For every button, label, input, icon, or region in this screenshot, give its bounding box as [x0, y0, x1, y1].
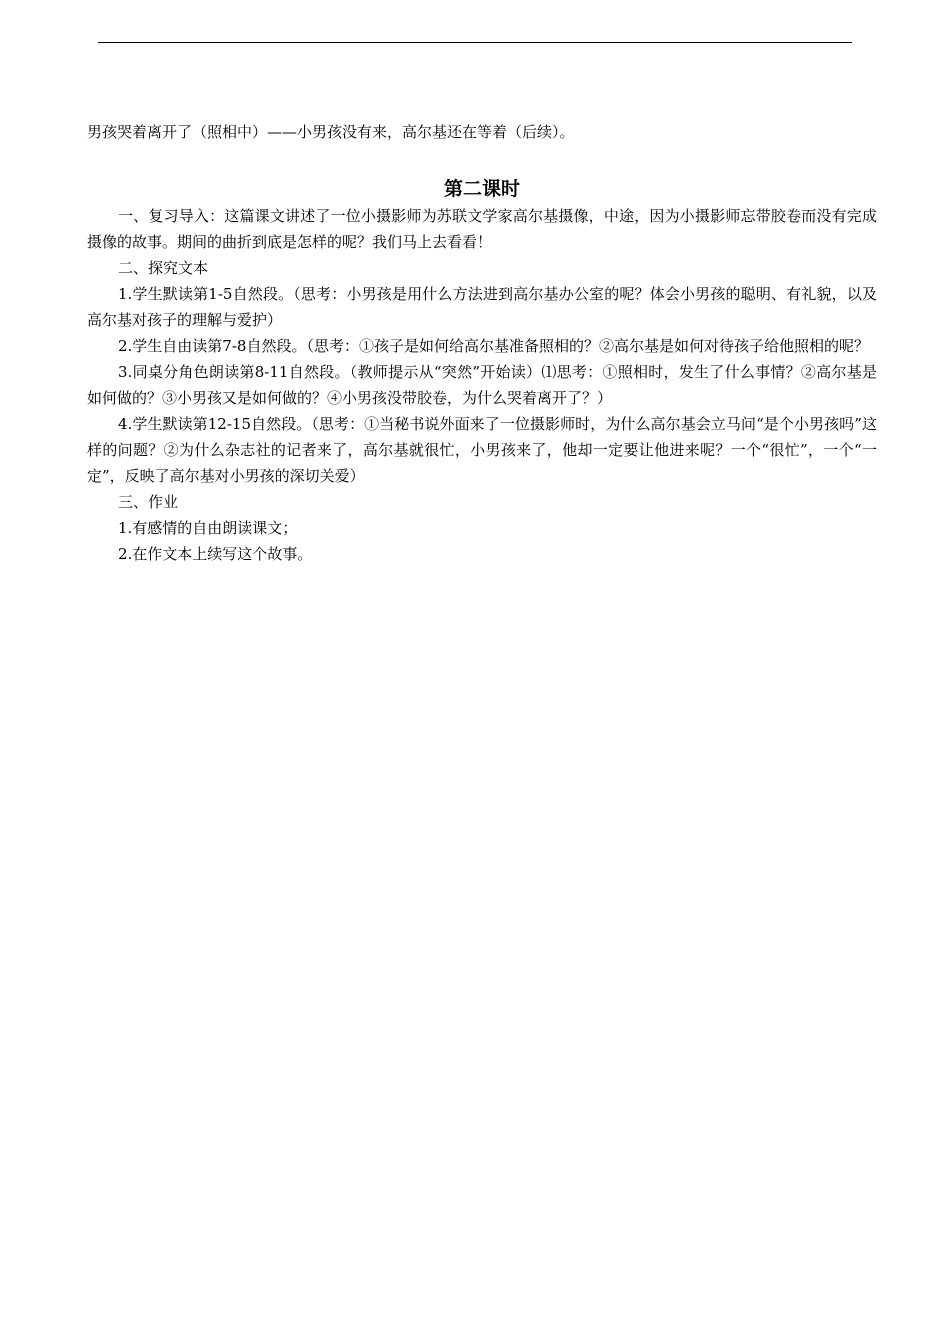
review-intro-paragraph: 一、复习导入：这篇课文讲述了一位小摄影师为苏联文学家高尔基摄像，中途，因为小摄影师忘带胶卷而没有完成摄像的故事。期间的曲折到底是怎样的呢？我们马上去看看！	[87, 207, 877, 251]
explore-item-3: 3.同桌分角色朗读第8-11自然段。（教师提示从“突然”开始读）⑴思考：①照相时，发生了什么事情？②高尔基是如何做的？③小男孩又是如何做的？④小男孩没带胶卷，为什么哭着离开了？）	[87, 363, 877, 407]
section-heading-homework: 三、作业	[118, 493, 179, 511]
continuation-paragraph: 男孩哭着离开了（照相中）——小男孩没有来，高尔基还在等着（后续）。	[87, 123, 575, 141]
header-rule	[98, 42, 852, 43]
section-heading-explore: 二、探究文本	[118, 259, 209, 277]
explore-item-1: 1.学生默读第1-5自然段。（思考：小男孩是用什么方法进到高尔基办公室的呢？体会小男孩的聪明、有礼貌，以及高尔基对孩子的理解与爱护）	[87, 285, 877, 329]
explore-item-4: 4.学生默读第12-15自然段。（思考：①当秘书说外面来了一位摄影师时，为什么高尔基会立马问“是个小男孩吗”这样的问题？②为什么杂志社的记者来了，高尔基就很忙，小男孩来了，他却一定要让他进来呢？一个“很忙”，一个“一定”，反映了高尔基对小男孩的深切关爱）	[87, 415, 877, 485]
explore-item-2: 2.学生自由读第7-8自然段。（思考：①孩子是如何给高尔基准备照相的？②高尔基是如何对待孩子给他照相的呢？	[118, 337, 869, 355]
document-body	[87, 119, 877, 567]
lesson-title: 第二课时	[443, 178, 520, 200]
homework-item-2: 2.在作文本上续写这个故事。	[118, 545, 313, 563]
homework-item-1: 1.有感情的自由朗读课文；	[118, 519, 298, 537]
